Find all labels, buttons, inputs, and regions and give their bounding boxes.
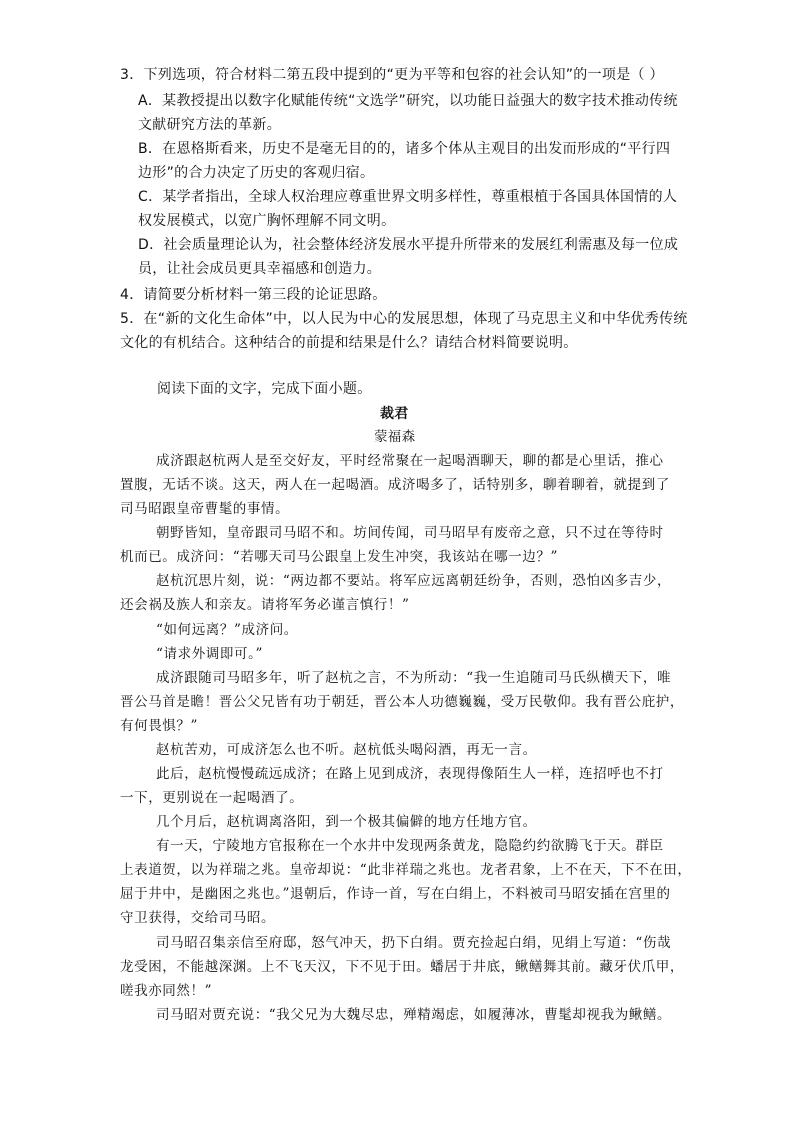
story-author: 蒙福森 (374, 429, 416, 445)
story-line: 机而已。成济问：“若哪天司马公跟皇上发生冲突，我该站在哪一边？” (120, 549, 559, 565)
question-5: 5．在“新的文化生命体”中，以人民为中心的发展思想，体现了马克思主义和中华优秀传统 (120, 311, 688, 327)
reading-instruction: 阅读下面的文字，完成下面小题。 (157, 381, 372, 397)
question-3-option-a-cont: 文献研究方法的革新。 (138, 117, 281, 133)
story-line: “如何远离？”成济问。 (156, 622, 298, 638)
story-line: 成济跟赵杭两人是至交好友，平时经常聚在一起喝酒聊天，聊的都是心里话，推心 (156, 453, 664, 469)
question-3-option-a: A．某教授提出以数字化赋能传统“文选学”研究，以功能日益强大的数字技术推动传统 (138, 93, 678, 109)
story-line: 成济跟随司马昭多年，听了赵杭之言，不为所动：“我一生追随司马氏纵横天下，唯 (156, 670, 672, 686)
story-line: 此后，赵杭慢慢疏远成济；在路上见到成济，表现得像陌生人一样，连招呼也不打 (156, 766, 664, 782)
story-line: 置腹，无话不谈。这天，两人在一起喝酒。成济喝多了，话特别多，聊着聊着，就提到了 (120, 477, 670, 493)
story-line: 司马昭跟皇帝曹髦的事情。 (120, 501, 290, 517)
question-3-option-c-cont: 权发展模式，以宽广胸怀理解不同文明。 (138, 213, 396, 229)
question-3-option-b-cont: 边形”的合力决定了历史的客观归宿。 (138, 165, 375, 181)
question-5-cont: 文化的有机结合。这种结合的前提和结果是什么？请结合材料简要说明。 (120, 335, 578, 351)
story-line: 晋公马首是瞻！晋公父兄皆有功于朝廷，晋公本人功德巍巍，受万民敬仰。我有晋公庇护， (120, 694, 684, 710)
story-line: 几个月后，赵杭调离洛阳，到一个极其偏僻的地方任地方官。 (156, 814, 537, 830)
question-3-option-d: D．社会质量理论认为，社会整体经济发展水平提升所带来的发展红利需惠及每一位成 (138, 237, 679, 253)
story-title: 裁君 (380, 406, 409, 422)
story-line: 守卫获得，交给司马昭。 (120, 910, 276, 926)
story-line: 司马昭召集亲信至府邸，怒气冲天，扔下白绢。贾充捡起白绢，见绢上写道：“伤哉 (156, 935, 672, 951)
story-line: 嗟我亦同然！” (120, 983, 213, 999)
story-line: 赵杭苦劝，可成济怎么也不听。赵杭低头喝闷酒，再无一言。 (156, 742, 537, 758)
story-line: 屈于井中，是幽困之兆也。”退朝后，作诗一首，写在白绢上，不料被司马昭安插在宫里的 (120, 886, 671, 902)
story-line: 朝野皆知，皇帝跟司马昭不和。坊间传闻，司马昭早有废帝之意，只不过在等待时 (156, 525, 664, 541)
story-line: 一下，更别说在一起喝酒了。 (120, 790, 304, 806)
story-line: 还会祸及族人和亲友。请将军务必谨言慎行！” (120, 597, 410, 613)
story-line: 司马昭对贾充说：“我父兄为大魏尽忠，殚精竭虑，如履薄冰，曹髦却视我为鳅鳝。 (156, 1007, 672, 1023)
story-line: 有何畏惧？” (120, 718, 199, 734)
story-line: 上表道贺，以为祥瑞之兆。皇帝却说：“此非祥瑞之兆也。龙者君象，上不在天，下不在田， (120, 862, 692, 878)
story-line: 龙受困，不能越深渊。上不飞天汉，下不见于田。蟠居于井底，鳅鳝舞其前。藏牙伏爪甲， (120, 959, 684, 975)
story-line: 赵杭沉思片刻，说：“两边都不要站。将军应远离朝廷纷争，否则，恐怕凶多吉少， (156, 573, 672, 589)
question-3-stem: 3．下列选项，符合材料二第五段中提到的“更为平等和包容的社会认知”的一项是（ ） (120, 67, 664, 83)
question-3-option-c: C．某学者指出，全球人权治理应尊重世界文明多样性，尊重根植于各国具体国情的人 (138, 189, 678, 205)
story-line: 有一天，宁陵地方官报称在一个水井中发现两条黄龙，隐隐约约欲腾飞于天。群臣 (156, 838, 664, 854)
question-3-option-b: B．在恩格斯看来，历史不是毫无目的的，诸多个体从主观目的出发而形成的“平行四 (138, 141, 671, 157)
question-4: 4．请简要分析材料一第三段的论证思路。 (120, 287, 387, 303)
question-3-option-d-cont: 员，让社会成员更具幸福感和创造力。 (138, 261, 382, 277)
story-line: “请求外调即可。” (156, 646, 263, 662)
